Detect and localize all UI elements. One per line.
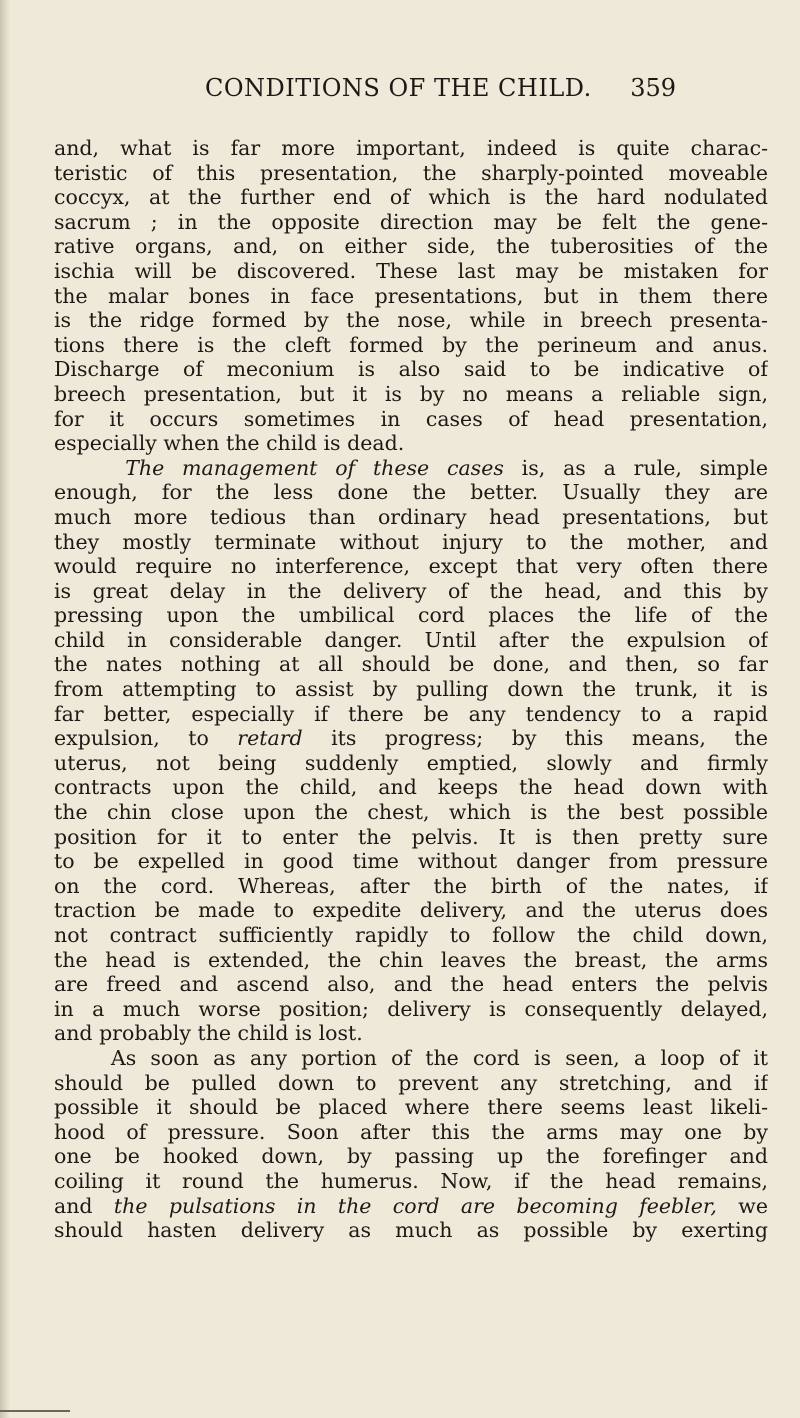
- text-line: [54, 997, 768, 1022]
- text-line: [54, 480, 768, 505]
- text-line: [54, 1218, 768, 1243]
- text-line: [54, 161, 768, 186]
- text-line: [54, 1194, 768, 1219]
- text-line: [54, 530, 768, 555]
- text-line: [54, 1071, 768, 1096]
- text-line: [54, 284, 768, 309]
- text-line: [54, 874, 768, 899]
- text-run: the chin close upon the chest, which is the best possible: [54, 800, 768, 825]
- text-line: [54, 726, 768, 751]
- text-run: coccyx, at the further end of which is the hard nodulated: [54, 185, 768, 210]
- text-line: [54, 357, 768, 382]
- text-run: is the ridge formed by the nose, while in breech presenta-: [54, 308, 768, 333]
- text-run: is great delay in the delivery of the head, and this by: [54, 578, 768, 603]
- text-run: coiling it round the humerus. Now, if the head remains,: [54, 1168, 768, 1193]
- text-line: [54, 775, 768, 800]
- text-run: possible it should be placed where there seems least likeli-: [54, 1095, 768, 1120]
- text-run: to be expelled in good time without danger from pressure: [54, 849, 768, 874]
- text-run: enough, for the less done the better. Usually they are: [54, 480, 768, 505]
- text-run: and probably the child is lost.: [54, 1021, 363, 1046]
- text-run: especially when the child is dead.: [54, 431, 405, 456]
- text-run: child in considerable danger. Until after the expulsion of: [54, 627, 768, 652]
- text-run: uterus, not being suddenly emptied, slowly and firmly: [54, 750, 768, 775]
- text-line: [54, 677, 768, 702]
- text-line: [54, 849, 768, 874]
- text-run: [54, 456, 125, 480]
- text-run: the malar bones in face presentations, but in them there: [54, 283, 768, 308]
- text-run: and, what is far more important, indeed is quite charac-: [54, 136, 768, 160]
- text-line: [54, 1120, 768, 1145]
- text-line: [54, 136, 768, 161]
- text-run: pressing upon the umbilical cord places the life of the: [54, 603, 768, 628]
- text-run: position for it to enter the pelvis. It is then pretty sure: [54, 824, 768, 849]
- text-run: are freed and ascend also, and the head enters the pelvis: [54, 972, 768, 997]
- text-line: [54, 1144, 768, 1169]
- text-line: [54, 210, 768, 235]
- text-run: for it occurs sometimes in cases of head presentation,: [54, 406, 768, 431]
- text-run: teristic of this presentation, the sharply-pointed moveable: [54, 160, 768, 185]
- text-line: [54, 554, 768, 579]
- text-run: from attempting to assist by pulling down the trunk, it is: [54, 677, 768, 702]
- page-header: [0, 74, 800, 114]
- text-run: expulsion, to: [54, 726, 238, 751]
- italic-text-run: the pulsations in the cord are becoming feebler,: [113, 1193, 717, 1218]
- text-run: we: [716, 1193, 768, 1218]
- text-line: [54, 505, 768, 530]
- text-line: [54, 407, 768, 432]
- text-line: [54, 948, 768, 973]
- text-run: rative organs, and, on either side, the tuberosities of the: [54, 234, 768, 259]
- text-line: [54, 652, 768, 677]
- text-run: As soon as any portion of the cord is seen, a loop of it: [54, 1045, 768, 1070]
- text-run: hood of pressure. Soon after this the arms may one by: [54, 1119, 768, 1144]
- text-line: [54, 923, 768, 948]
- text-run: one be hooked down, by passing up the forefinger and: [54, 1144, 768, 1169]
- text-run: far better, especially if there be any tendency to a rapid: [54, 701, 768, 726]
- text-run: is, as a rule, simple: [503, 455, 768, 480]
- running-title: CONDITIONS OF THE CHILD.: [205, 74, 592, 102]
- text-line: [54, 800, 768, 825]
- text-line: [54, 259, 768, 284]
- text-line: [54, 898, 768, 923]
- text-run: and: [54, 1193, 114, 1218]
- bottom-edge-mark: [0, 1410, 70, 1412]
- text-run: ischia will be discovered. These last may be mistaken for: [54, 258, 768, 283]
- text-line: [54, 1169, 768, 1194]
- page-edge-shadow: [0, 0, 10, 1418]
- text-line: [54, 333, 768, 358]
- text-run: they mostly terminate without injury to the mother, and: [54, 529, 768, 554]
- text-run: Discharge of meconium is also said to be indicative of: [54, 357, 768, 382]
- text-run: contracts upon the child, and keeps the head down with: [54, 775, 768, 800]
- text-run: should be pulled down to prevent any stretching, and if: [54, 1070, 768, 1095]
- italic-text-run: The management of these cases: [125, 455, 504, 480]
- text-run: its progress; by this means, the: [302, 726, 768, 751]
- text-run: not contract sufficiently rapidly to follow the child down,: [54, 923, 768, 947]
- text-run: tions there is the cleft formed by the perineum and anus.: [54, 332, 768, 357]
- text-run: breech presentation, but it is by no means a reliable sign,: [54, 381, 768, 406]
- page-number: 359: [630, 74, 676, 102]
- italic-text-run: retard: [237, 726, 303, 751]
- text-line: [54, 1021, 768, 1046]
- text-run: should hasten delivery as much as possible by exerting: [54, 1218, 768, 1243]
- text-line: [54, 382, 768, 407]
- text-run: sacrum ; in the opposite direction may be felt the gene-: [54, 209, 768, 234]
- text-run: much more tedious than ordinary head presentations, but: [54, 504, 768, 529]
- text-line: [54, 603, 768, 628]
- text-run: in a much worse position; delivery is consequently delayed,: [54, 996, 768, 1021]
- text-line: [54, 234, 768, 259]
- text-run: the nates nothing at all should be done, and then, so far: [54, 652, 768, 677]
- text-run: on the cord. Whereas, after the birth of the nates, if: [54, 873, 768, 898]
- text-line: [54, 628, 768, 653]
- text-run: would require no interference, except that very often there: [54, 554, 768, 579]
- body-text: [54, 136, 768, 1243]
- text-line: [54, 431, 768, 456]
- text-line: [54, 825, 768, 850]
- text-line: [54, 308, 768, 333]
- text-line: [54, 1046, 768, 1071]
- text-line: [54, 751, 768, 776]
- text-line: [54, 185, 768, 210]
- text-line: [54, 456, 768, 481]
- text-run: the head is extended, the chin leaves the breast, the arms: [54, 947, 768, 972]
- text-line: [54, 579, 768, 604]
- text-line: [54, 972, 768, 997]
- text-line: [54, 702, 768, 727]
- text-line: [54, 1095, 768, 1120]
- text-run: traction be made to expedite delivery, and the uterus does: [54, 898, 768, 923]
